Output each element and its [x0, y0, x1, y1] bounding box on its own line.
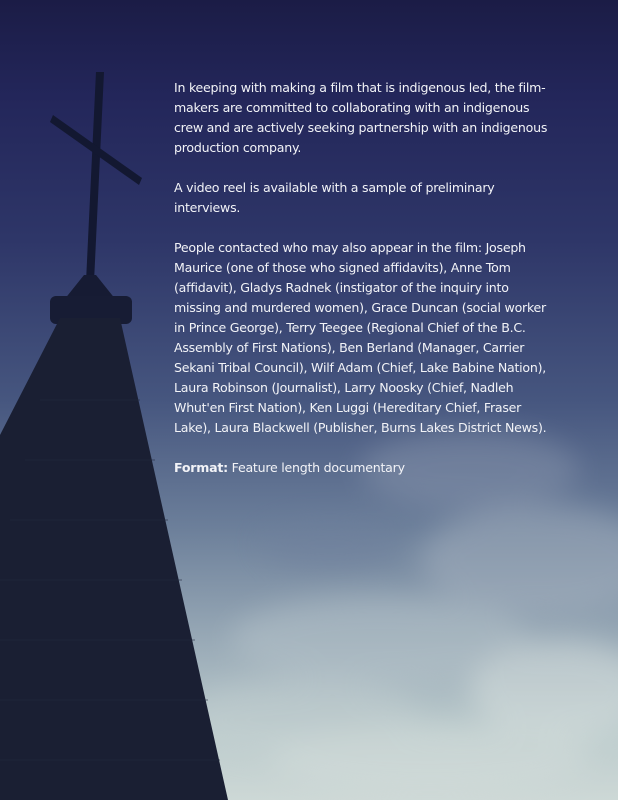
format-value: Feature length documentary — [231, 460, 405, 475]
format-line — [174, 458, 554, 478]
paragraph-video-reel: A video reel is available with a sample of preliminary interviews. — [174, 180, 495, 215]
paragraph-indigenous-crew: In keeping with making a film that is indigenous led, the film-makers are committed to collaborating with an indigenous crew and are actively seeking partnership with an indigenous production company. — [174, 80, 548, 155]
body-text — [174, 78, 554, 478]
format-label: Format: — [174, 460, 228, 475]
cross-vertical — [86, 72, 104, 282]
paragraph-people-contacted: People contacted who may also appear in the film: Joseph Maurice (one of those who signed affidavits), Anne Tom (affidavit), Gladys Radnek (instigator of the inquiry into missing and murdered women), Grace Duncan (social worker in Prince George), Terry Teegee (Regional Chief of the B.C. Assembly of First Nations), Ben Berland (Manager, Carrier Sekani Tribal Council), Wilf Adam (Chief, Lake Babine Nation), Laura Robinson (Journalist), Larry Noosky (Chief, Nadleh Whut'en First Nation), Ken Luggi (Hereditary Chief, Fraser Lake), Laura Blackwell (Publisher, Burns Lakes District News). — [174, 240, 547, 435]
